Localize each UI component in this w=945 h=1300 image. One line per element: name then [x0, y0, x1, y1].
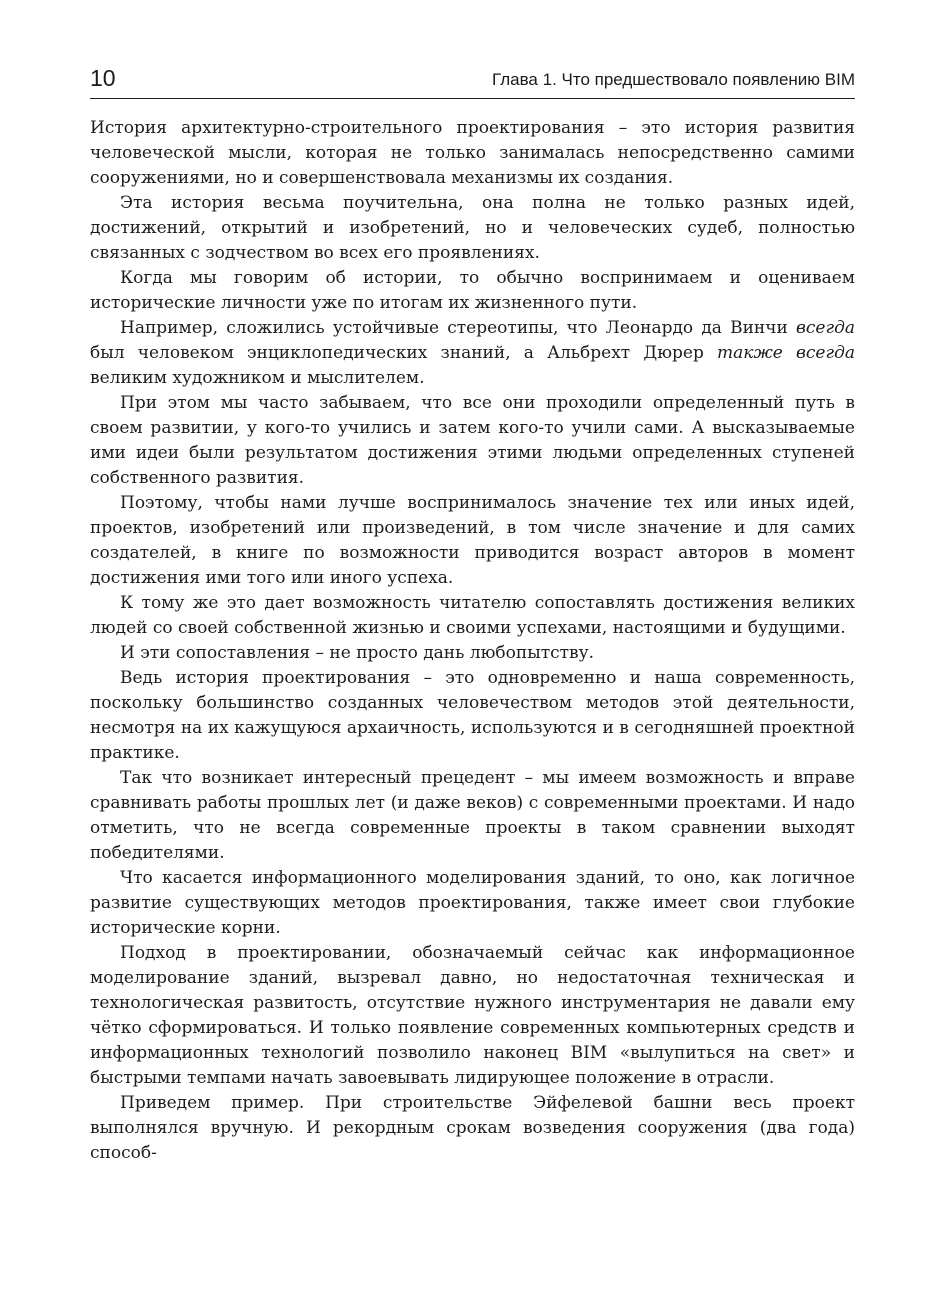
paragraph-4-text-a: Например, сложились устойчивые стереотипы, что Леонардо да Винчи: [120, 318, 797, 338]
paragraph-3: Когда мы говорим об истории, то обычно воспринимаем и оцениваем исторические личности уже по итогам их жизненного пути.: [90, 268, 855, 313]
paragraph-7: К тому же это дает возможность читателю сопоставлять достижения великих людей со своей собственной жизнью и своими успехами, настоящими и будущими.: [90, 593, 855, 638]
paragraph-8: И эти сопоставления – не просто дань любопытству.: [120, 643, 595, 663]
paragraph-12: Подход в проектировании, обозначаемый сейчас как информационное моделирование зданий, вызревал давно, но недостаточная техническая и технологическая развитость, отсутствие нужного инструментария не давали ему чётко сформироваться. И только появление современных компьютерных средств и информационных технологий позволило наконец BIM «вылупиться на свет» и быстрыми темпами начать завоевывать лидирующее положение в отрасли.: [90, 943, 855, 1088]
paragraph-4-text-b: был человеком энциклопедических знаний, а Альбрехт Дюрер: [90, 343, 718, 363]
paragraph-1: История архитектурно-строительного проектирования – это история развития человеческой мысли, которая не только занималась непосредственно самими сооружениями, но и совершенствовала механизмы их создания.: [90, 118, 855, 188]
paragraph-4-text-c: великим художником и мыслителем.: [90, 368, 425, 388]
paragraph-2: Эта история весьма поучительна, она полна не только разных идей, достижений, открытий и изобретений, но и человеческих судеб, полностью связанных с зодчеством во всех его проявлениях.: [90, 193, 855, 263]
paragraph-4: [90, 316, 855, 391]
paragraph-13: Приведем пример. При строительстве Эйфелевой башни весь проект выполнялся вручную. И рекордным срокам возведения сооружения (два года) способ-: [90, 1093, 855, 1163]
page-number: 10: [90, 65, 116, 91]
page-body: [90, 116, 855, 1166]
paragraph-4-emphasis-a: всегда: [796, 318, 855, 338]
paragraph-11: Что касается информационного моделирования зданий, то оно, как логичное развитие существующих методов проектирования, также имеет свои глубокие исторические корни.: [90, 868, 855, 938]
paragraph-9: Ведь история проектирования – это одновременно и наша современность, поскольку большинство созданных человечеством методов этой деятельности, несмотря на их кажущуюся архаичность, используются и в сегодняшней проектной практике.: [90, 668, 855, 763]
paragraph-10: Так что возникает интересный прецедент – мы имеем возможность и вправе сравнивать работы прошлых лет (и даже веков) с современными проектами. И надо отметить, что не всегда современные проекты в таком сравнении выходят победителями.: [90, 768, 855, 863]
page-header: [90, 58, 855, 99]
paragraph-6: Поэтому, чтобы нами лучше воспринималось значение тех или иных идей, проектов, изобретений или произведений, в том числе значение и для самих создателей, в книге по возможности приводится возраст авторов в момент достижения ими того или иного успеха.: [90, 493, 855, 588]
paragraph-4-emphasis-b: также всегда: [717, 343, 855, 363]
paragraph-5: При этом мы часто забываем, что все они проходили определенный путь в своем развитии, у кого-то учились и затем кого-то учили сами. А высказываемые ими идеи были результатом достижения этими людьми определенных ступеней собственного развития.: [90, 393, 855, 488]
running-chapter-title: Глава 1. Что предшествовало появлению BIM: [491, 70, 855, 89]
